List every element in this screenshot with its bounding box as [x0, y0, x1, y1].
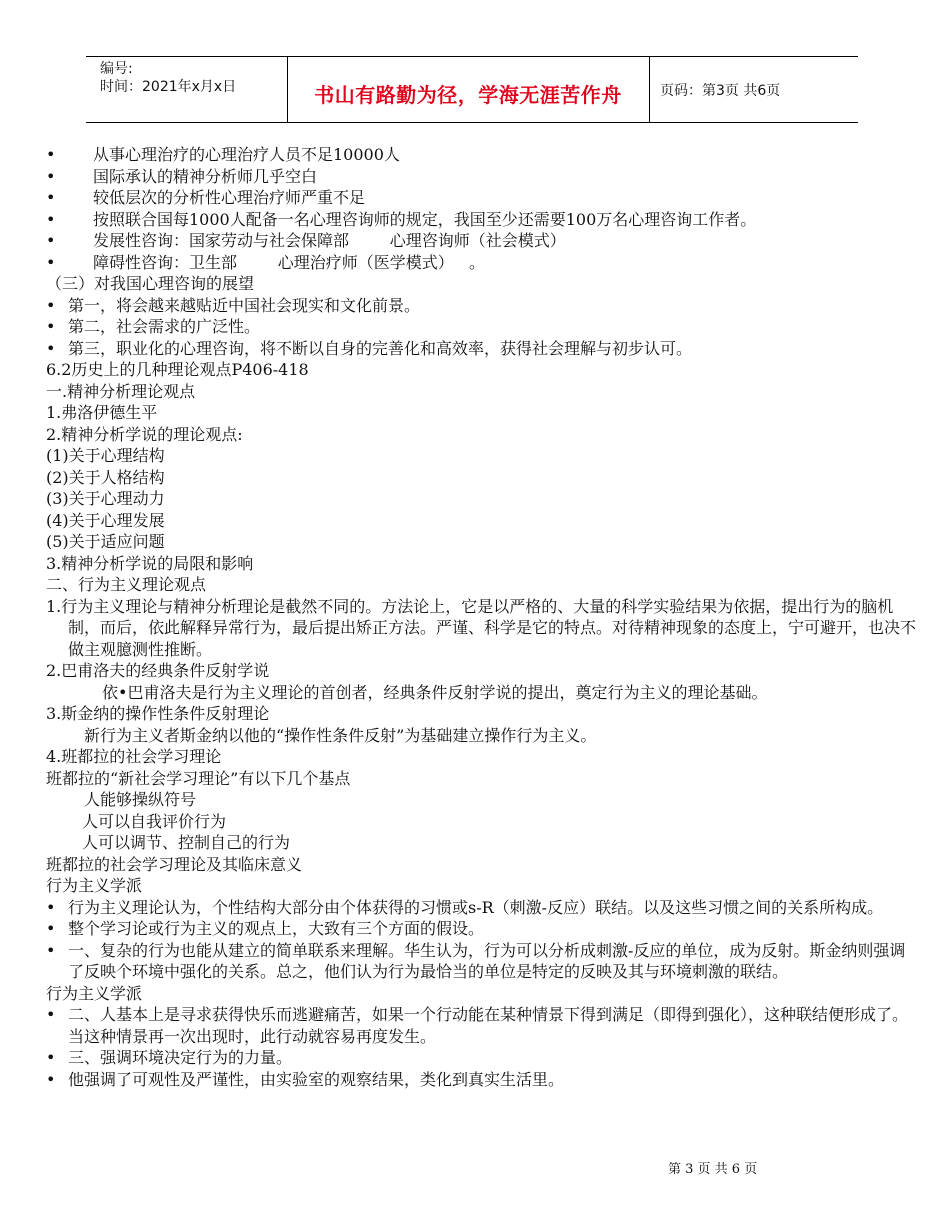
list-item: • 二、人基本上是寻求获得快乐而逃避痛苦，如果一个行动能在某种情景下得到满足（即得到强化），这种联结便形成了。当这种情景再一次出现时，此行动就容易再度发生。: [46, 1005, 909, 1046]
bullet-icon: •: [46, 940, 56, 960]
heading-behaviorism: 二、行为主义理论观点: [46, 575, 207, 594]
heading-behavior-school-1: 行为主义学派: [46, 876, 143, 895]
sub-item: (3)关于心理动力: [46, 489, 165, 508]
item-bandura: 4.班都拉的社会学习理论: [46, 747, 222, 766]
text-bandura-clinical: 班都拉的社会学习理论及其临床意义: [46, 854, 303, 874]
header-motto: 书山有路勤为径，学海无涯苦作舟: [314, 83, 622, 107]
bullet-icon: •: [46, 897, 56, 917]
bullet-icon: •: [46, 188, 56, 207]
list-item: • 整个学习论或行为主义的观点上，大致有三个方面的假设。: [46, 919, 485, 938]
bullet-icon: •: [46, 145, 56, 164]
bullet-list-b: [46, 295, 916, 360]
list-item: • 从事心理治疗的心理治疗人员不足10000人: [46, 145, 400, 164]
bullet-icon: •: [46, 338, 56, 358]
item-limits: 3.精神分析学说的局限和影响: [46, 553, 254, 573]
list-item: • 第一，将会越来越贴近中国社会现实和文化前景。: [46, 295, 421, 315]
header-top-rule: [86, 56, 858, 57]
list-item: • 国际承认的精神分析师几乎空白: [46, 166, 318, 186]
section-heading-6-2: 6.2历史上的几种理论观点P406-418: [46, 360, 309, 379]
list-item: • 三、强调环境决定行为的力量。: [46, 1048, 293, 1067]
header-meta: [100, 60, 236, 96]
sub-item: (1)关于心理结构: [46, 446, 165, 465]
text-skinner: 新行为主义者斯金纳以他的“操作性条件反射”为基础建立操作行为主义。: [84, 725, 597, 745]
bullet-icon: •: [46, 919, 56, 938]
bullet-icon: •: [46, 209, 56, 229]
list-item: • 第二，社会需求的广泛性。: [46, 317, 261, 336]
paragraph-behaviorism-1: 1.行为主义理论与精神分析理论是截然不同的。方法论上，它是以严格的、大量的科学实验结果为依据，提出行为的脑机制，而后，依此解释异常行为，最后提出矫正方法。严谨、科学是它的特点。对待精神现象的态度上，宁可避开，也决不做主观臆测性推断。: [46, 596, 917, 659]
list-item: • 第三，职业化的心理咨询，将不断以自身的完善化和高效率，获得社会理解与初步认可。: [46, 338, 693, 358]
list-item: • 发展性咨询：国家劳动与社会保障部 心理咨询师（社会模式）: [46, 231, 566, 250]
sub-item: (4)关于心理发展: [46, 510, 165, 530]
bullet-icon: •: [46, 317, 56, 336]
item-freud-bio: 1.弗洛伊德生平: [46, 403, 158, 422]
heading-behavior-school-2: 行为主义学派: [46, 983, 143, 1003]
item-pavlov: 2.巴甫洛夫的经典条件反射学说: [46, 661, 270, 680]
list-item: • 障碍性咨询：卫生部 心理治疗师（医学模式） 。: [46, 252, 485, 272]
text-pavlov: 依•巴甫洛夫是行为主义理论的首创者，经典条件反射学说的提出，奠定行为主义的理论基础。: [102, 682, 768, 702]
bullet-icon: •: [46, 1005, 56, 1024]
header-divider-2: [649, 56, 650, 122]
bullet-icon: •: [46, 1069, 56, 1089]
bullet-icon: •: [46, 1048, 56, 1067]
bullet-list-d: [46, 1004, 916, 1090]
bullet-icon: •: [46, 231, 56, 250]
section-title-outlook: （三）对我国心理咨询的展望: [46, 274, 255, 293]
list-item: • 行为主义理论认为，个性结构大部分由个体获得的习惯或s-R（刺激-反应）联结。以及这些习惯之间的关系所构成。: [46, 897, 884, 917]
item-theory-views: 2.精神分析学说的理论观点:: [46, 424, 243, 444]
serial-label: 编号:: [100, 61, 133, 77]
page-footer: 第 3 页 共 6 页: [668, 1162, 758, 1177]
bullet-icon: •: [46, 166, 56, 186]
time-label: 时间：2021年x月x日: [100, 79, 237, 95]
sub-item: (2)关于人格结构: [46, 467, 165, 487]
sub-item: (5)关于适应问题: [46, 532, 165, 551]
list-item: • 按照联合国每1000人配备一名心理咨询师的规定，我国至少还需要100万名心理咨询工作者。: [46, 209, 757, 229]
heading-psychoanalysis: 一.精神分析理论观点: [46, 381, 196, 401]
basic-point: 人可以调节、控制自己的行为: [82, 833, 291, 852]
text-bandura: 班都拉的“新社会学习理论”有以下几个基点: [46, 768, 351, 788]
bullet-list-c: [46, 897, 916, 983]
basic-point: 人能够操纵符号: [84, 790, 197, 809]
bullet-icon: •: [46, 252, 56, 272]
header-page-label: 页码：第3页 共6页: [660, 83, 781, 99]
document-body: [46, 144, 916, 1090]
bullet-list-a: [46, 144, 916, 273]
list-item: • 较低层次的分析性心理治疗师严重不足: [46, 188, 366, 207]
item-skinner: 3.斯金纳的操作性条件反射理论: [46, 704, 270, 723]
basic-point: 人可以自我评价行为: [82, 811, 227, 831]
list-item: • 一、复杂的行为也能从建立的简单联系来理解。华生认为，行为可以分析成刺激-反应的单位，成为反射。斯金纳则强调了反映个环境中强化的关系。总之，他们认为行为最恰当的单位是特定的反映及其与环境刺激的联结。: [46, 940, 906, 981]
header-bottom-rule: [86, 122, 858, 123]
bullet-icon: •: [46, 295, 56, 315]
list-item: • 他强调了可观性及严谨性，由实验室的观察结果，类化到真实生活里。: [46, 1069, 565, 1089]
